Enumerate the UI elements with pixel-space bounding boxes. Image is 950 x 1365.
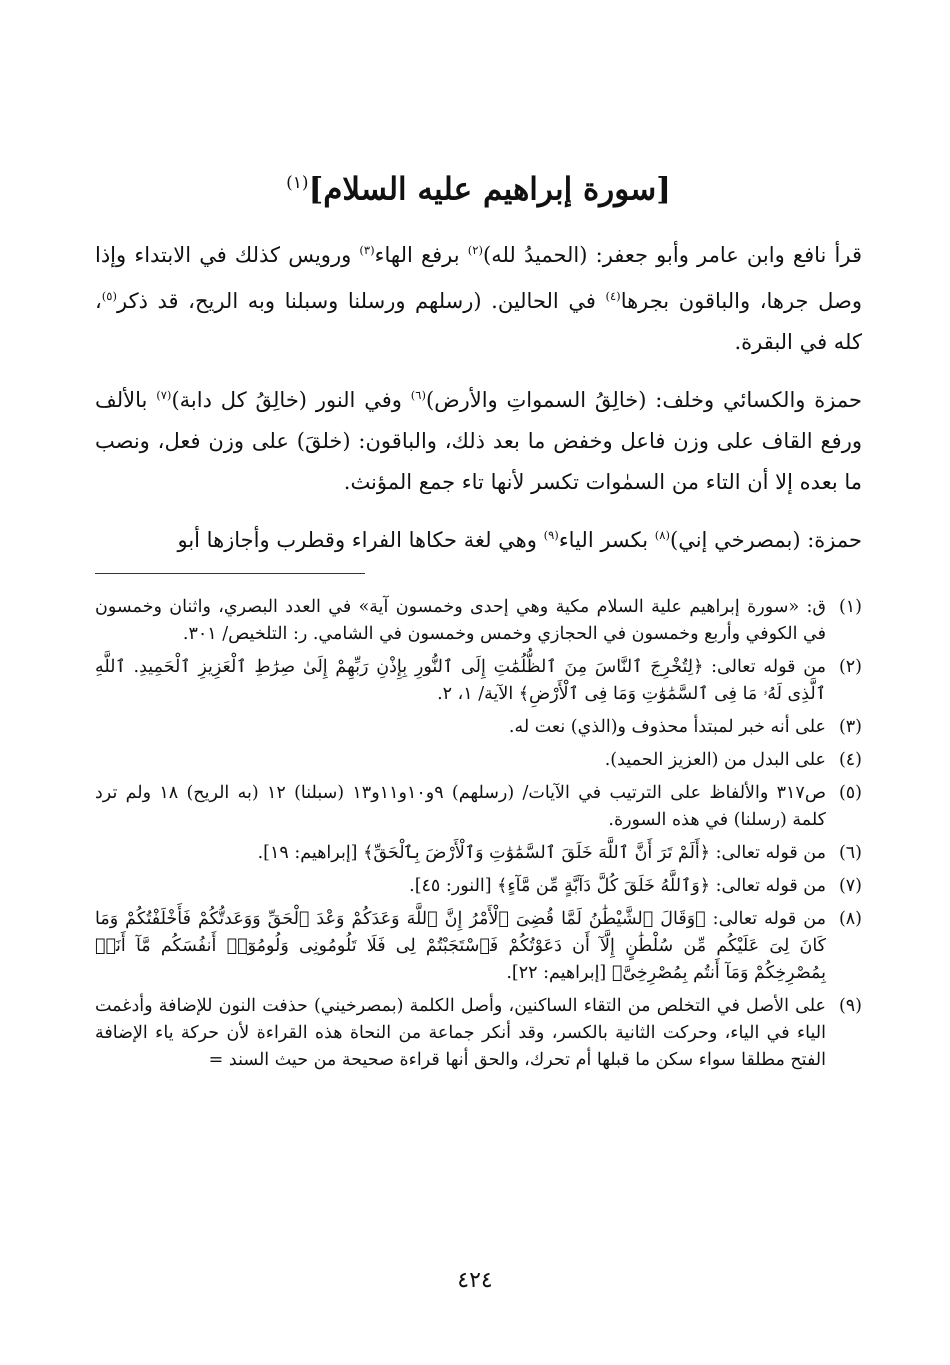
footnote-number: (١): [838, 597, 862, 618]
footnote-ref: (٤): [605, 289, 621, 304]
paragraph-2: [95, 375, 862, 503]
paragraph-text: قرأ نافع وابن عامر وأبو جعفر: (الحميدُ لله): [483, 243, 862, 268]
footnote-ref: (٥): [101, 289, 118, 304]
surah-title-text: [سورة إبراهيم عليه السلام]: [308, 171, 671, 208]
footnote-ref: (٦): [410, 388, 426, 403]
footnote-number: (٦): [838, 843, 862, 864]
paragraph-text: ورويس كذلك في الابتداء وإذا وصل جرها، والباقون بجرها: [95, 243, 862, 314]
paragraph-text: برفع الهاء: [374, 243, 468, 268]
footnote-text: من قوله تعالى: ﴿وَقَالَ ٱلشَّيْطَٰنُ لَمَّا قُضِىَ ٱلْأَمْرُ إِنَّ ٱللَّهَ وَعَدَكُمْ وَعْدَ ٱلْحَقِّ وَوَعَدتُّكُمْ فَأَخْلَفْتُكُمْ وَمَا كَانَ لِىَ عَلَيْكُم مِّن سُلْطَٰنٍ إِلَّآ أَن دَعَوْتُكُمْ فَٱسْتَجَبْتُمْ لِى فَلَا تَلُومُونِى وَلُومُوٓا۟ أَنفُسَكُم مَّآ أَنَا۠ بِمُصْرِخِكُمْ وَمَآ أَنتُم بِمُصْرِخِىَّ﴾ [إبراهيم: ٢٢].: [95, 909, 826, 984]
footnote-number: (٢): [838, 657, 862, 678]
footnote-ref: (٧): [156, 388, 172, 403]
main-text: [95, 230, 862, 561]
footnote-text: من قوله تعالى: ﴿وَٱللَّهُ خَلَقَ كُلَّ دَآبَّةٍ مِّن مَّآءٍ﴾ [النور: ٤٥].: [409, 876, 826, 897]
footnote-number: (٣): [838, 717, 862, 738]
footnote-text: ق: «سورة إبراهيم علية السلام مكية وهي إحدى وخمسون آية» في العدد البصري، واثنان وخمسون في الكوفي وأربع وخمسون في الحجازي وخمس وخمسون في الشامي. ر: التلخيص/ ٣٠١.: [95, 597, 826, 645]
paragraph-text: في الحالين. (رسلهم ورسلنا وسبلنا وبه الريح، قد ذكر: [117, 289, 606, 314]
footnote-ref: (٣): [359, 243, 375, 258]
footnote-2: [95, 654, 862, 708]
footnote-text: من قوله تعالى: ﴿لِتُخْرِجَ ٱلنَّاسَ مِنَ ٱلظُّلُمَٰتِ إِلَى ٱلنُّورِ بِإِذْنِ رَبِّهِمْ إِلَىٰ صِرَٰطِ ٱلْعَزِيزِ ٱلْحَمِيدِ. ٱللَّهِ ٱلَّذِى لَهُۥ مَا فِى ٱلسَّمَٰوَٰتِ وَمَا فِى ٱلْأَرْضِ﴾ الآية/ ١، ٢.: [95, 657, 826, 705]
footnote-text: ص٣١٧ والألفاظ على الترتيب في الآيات/ (رسلهم) ٩و١٠و١١و١٣ (سبلنا) ١٢ (به الريح) ١٨ ولم ترد كلمة (رسلنا) في هذه السورة.: [95, 783, 826, 831]
footnote-divider: [95, 573, 365, 574]
footnote-4: [95, 747, 862, 774]
footnote-5: [95, 780, 862, 834]
footnote-number: (٧): [838, 876, 862, 897]
paragraph-1: [95, 230, 862, 363]
footnote-text: على الأصل في التخلص من التقاء الساكنين، وأصل الكلمة (بمصرخيني) حذفت النون للإضافة وأدغمت الياء في الياء، وحركت الثانية بالكسر، وقد أنكر جماعة من النحاة هذه القراءة لأن حركة ياء الإضافة الفتح مطلقا سواء سكن ما قبلها أم تحرك، والحق أنها قراءة صحيحة من حيث السند =: [95, 996, 826, 1071]
footnote-6: [95, 840, 862, 867]
footnote-8: [95, 906, 862, 987]
page-number: ٤٢٤: [457, 1268, 493, 1293]
paragraph-3: [95, 515, 862, 561]
footnote-text: من قوله تعالى: ﴿أَلَمْ تَرَ أَنَّ ٱللَّهَ خَلَقَ ٱلسَّمَٰوَٰتِ وَٱلْأَرْضَ بِٱلْحَقِّ﴾ [إبراهيم: ١٩].: [257, 843, 826, 864]
footnote-1: [95, 594, 862, 648]
paragraph-text: وهي لغة حكاها الفراء وقطرب وأجازها أبو: [177, 528, 544, 553]
footnote-ref: (٨): [654, 528, 671, 543]
footnote-number: (٩): [838, 996, 862, 1017]
footnote-7: [95, 873, 862, 900]
page-body: [95, 160, 862, 1080]
footnote-text: على البدل من (العزيز الحميد).: [604, 750, 826, 771]
footnote-3: [95, 714, 862, 741]
surah-title-footnote-ref: (١): [286, 173, 309, 193]
paragraph-text: ، كله في البقرة.: [95, 289, 862, 355]
paragraph-text: وفي النور (خالِقُ كل دابة): [171, 388, 411, 413]
paragraph-text: حمزة: (بمصرخي إني): [670, 528, 862, 553]
paragraph-text: حمزة والكسائي وخلف: (خالِقُ السمواتِ والأرض): [426, 388, 862, 413]
surah-title: [95, 160, 862, 212]
paragraph-text: بكسر الياء: [558, 528, 655, 553]
footnote-ref: (٢): [467, 243, 484, 258]
footnote-ref: (٩): [543, 528, 559, 543]
paragraph-text: بالألف ورفع القاف على وزن فاعل وخفض ما بعد ذلك، والباقون: (خلقَ) على وزن فعل، ونصب ما بعده إلا أن التاء من السمٰوات تكسر لأنها تاء جمع المؤنث.: [95, 388, 862, 495]
footnotes: [95, 594, 862, 1074]
footnote-number: (٤): [838, 750, 862, 771]
footnote-number: (٨): [838, 909, 862, 930]
footnote-9: [95, 993, 862, 1074]
footnote-text: على أنه خبر لمبتدأ محذوف و(الذي) نعت له.: [508, 717, 826, 738]
footnote-number: (٥): [838, 783, 862, 804]
